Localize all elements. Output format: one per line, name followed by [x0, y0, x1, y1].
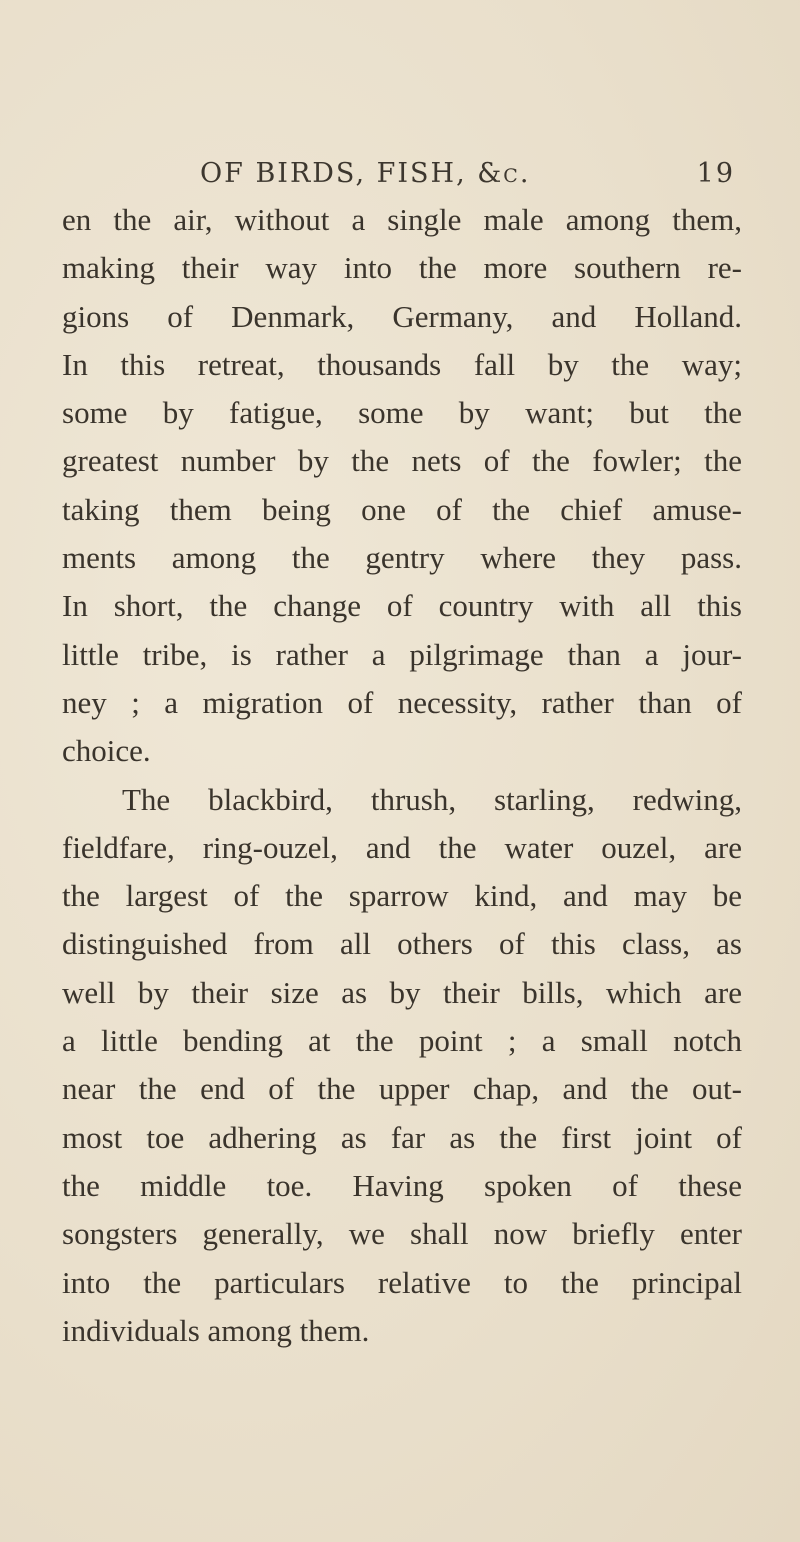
text-line: choice.: [62, 733, 151, 769]
text-line: well by their size as by their bills, which are: [62, 974, 742, 1010]
text-line: fieldfare, ring-ouzel, and the water ouzel, are: [62, 829, 742, 865]
text-line: taking them being one of the chief amuse-: [62, 491, 742, 527]
text-line: a little bending at the point ; a small notch: [62, 1023, 742, 1059]
text-line: into the particulars relative to the principal: [62, 1264, 742, 1300]
text-line: little tribe, is rather a pilgrimage than a jour-: [62, 636, 742, 672]
text-line: The blackbird, thrush, starling, redwing,: [122, 781, 742, 817]
text-line: making their way into the more southern re-: [62, 250, 742, 286]
text-line: ments among the gentry where they pass.: [62, 540, 742, 576]
text-line: near the end of the upper chap, and the out-: [62, 1071, 742, 1107]
page-number: 19: [696, 158, 735, 189]
text-line: songsters generally, we shall now briefly enter: [62, 1216, 742, 1252]
text-line: the middle toe. Having spoken of these: [62, 1167, 742, 1203]
text-line: en the air, without a single male among them,: [62, 202, 742, 237]
text-line: In this retreat, thousands fall by the way;: [62, 346, 742, 382]
running-head: [60, 158, 740, 198]
paragraph-2: [62, 776, 742, 1356]
text-line: gions of Denmark, Germany, and Holland.: [62, 298, 742, 334]
text-line: individuals among them.: [62, 1312, 370, 1348]
paragraph-1: [62, 196, 742, 776]
text-line: greatest number by the nets of the fowler; the: [62, 443, 742, 479]
running-head-title: OF BIRDS, FISH, &c.: [200, 158, 531, 189]
text-line: ney ; a migration of necessity, rather than of: [62, 684, 742, 720]
text-line: In short, the change of country with all this: [62, 588, 742, 624]
text-line: most toe adhering as far as the first joint of: [62, 1119, 742, 1155]
text-line: the largest of the sparrow kind, and may be: [62, 878, 742, 914]
text-line: distinguished from all others of this class, as: [62, 926, 742, 962]
body-text: [62, 196, 742, 1355]
text-line: some by fatigue, some by want; but the: [62, 395, 742, 431]
